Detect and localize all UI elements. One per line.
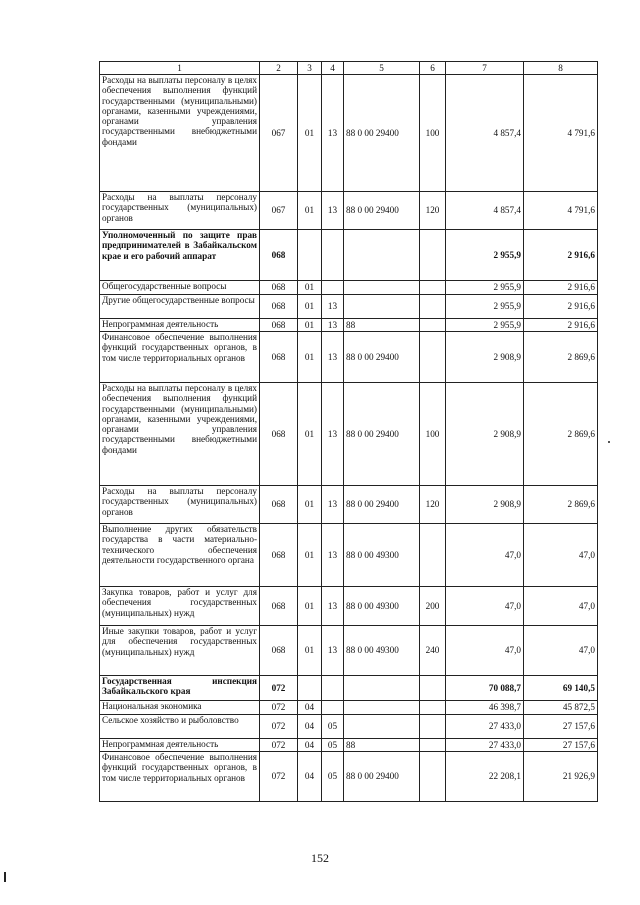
cell-target-article: 88 0 00 49300	[344, 524, 420, 587]
cell-amount-1: 47,0	[446, 587, 524, 626]
cell-amount-2: 45 872,5	[524, 701, 598, 715]
cell-section	[298, 230, 322, 281]
cell-subsection: 05	[322, 739, 344, 752]
cell-amount-1: 2 955,9	[446, 281, 524, 295]
cell-name: Государственная инспекция Забайкальского края	[100, 676, 260, 701]
cell-amount-1: 2 955,9	[446, 319, 524, 332]
cell-section: 04	[298, 701, 322, 715]
table-row	[100, 524, 598, 587]
cell-section: 01	[298, 295, 322, 319]
cell-amount-1: 4 857,4	[446, 192, 524, 230]
cell-subsection: 13	[322, 486, 344, 524]
column-header: 7	[446, 62, 524, 75]
cell-amount-2: 2 869,6	[524, 383, 598, 486]
cell-name: Финансовое обеспечение выполнения функций государственных органов, в том числе территориальных органов	[100, 752, 260, 802]
cell-amount-2: 27 157,6	[524, 739, 598, 752]
cell-name: Иные закупки товаров, работ и услуг для обеспечения государственных (муниципальных) нужд	[100, 626, 260, 676]
cell-subsection	[322, 230, 344, 281]
cell-expense-type	[420, 739, 446, 752]
cell-amount-2: 47,0	[524, 524, 598, 587]
cell-amount-1: 4 857,4	[446, 75, 524, 192]
cell-section: 04	[298, 752, 322, 802]
cell-section: 04	[298, 739, 322, 752]
column-number-row	[100, 62, 598, 75]
cell-expense-type: 100	[420, 383, 446, 486]
cell-section: 01	[298, 332, 322, 383]
cell-target-article: 88 0 00 29400	[344, 383, 420, 486]
cell-subsection	[322, 281, 344, 295]
column-header: 8	[524, 62, 598, 75]
cell-target-article	[344, 281, 420, 295]
cell-section: 01	[298, 319, 322, 332]
cell-subsection: 13	[322, 192, 344, 230]
cell-amount-2: 27 157,6	[524, 715, 598, 739]
table-body	[100, 75, 598, 802]
cell-expense-type	[420, 676, 446, 701]
cell-target-article: 88 0 00 29400	[344, 486, 420, 524]
cell-section: 01	[298, 626, 322, 676]
column-header: 3	[298, 62, 322, 75]
cell-name: Уполномоченный по защите прав предпринимателей в Забайкальском крае и его рабочий аппарат	[100, 230, 260, 281]
table-row	[100, 739, 598, 752]
column-header: 5	[344, 62, 420, 75]
cell-target-article: 88 0 00 49300	[344, 587, 420, 626]
cell-amount-1: 27 433,0	[446, 739, 524, 752]
cell-amount-1: 22 208,1	[446, 752, 524, 802]
cell-subsection: 13	[322, 383, 344, 486]
cell-subsection: 13	[322, 319, 344, 332]
cell-expense-type	[420, 281, 446, 295]
cell-section: 01	[298, 383, 322, 486]
cell-amount-2: 2 916,6	[524, 281, 598, 295]
cell-target-article: 88 0 00 29400	[344, 192, 420, 230]
cell-amount-2: 21 926,9	[524, 752, 598, 802]
cell-amount-2: 47,0	[524, 587, 598, 626]
cell-grbs: 068	[260, 332, 298, 383]
cell-name: Расходы на выплаты персоналу государственных (муниципальных) органов	[100, 486, 260, 524]
cell-name: Непрограммная деятельность	[100, 319, 260, 332]
cell-amount-1: 70 088,7	[446, 676, 524, 701]
cell-grbs: 068	[260, 281, 298, 295]
cell-subsection	[322, 676, 344, 701]
cell-name: Финансовое обеспечение выполнения функций государственных органов, в том числе территориальных органов	[100, 332, 260, 383]
cell-amount-2: 2 869,6	[524, 486, 598, 524]
column-header: 2	[260, 62, 298, 75]
cell-amount-2: 2 916,6	[524, 319, 598, 332]
cell-grbs: 067	[260, 192, 298, 230]
cell-amount-1: 2 908,9	[446, 486, 524, 524]
cell-target-article	[344, 701, 420, 715]
table-row	[100, 319, 598, 332]
cell-expense-type	[420, 701, 446, 715]
cell-name: Выполнение других обязательств государства в части материально-технического обеспечения деятельности государственного органа	[100, 524, 260, 587]
cell-target-article: 88 0 00 29400	[344, 75, 420, 192]
cell-amount-1: 2 908,9	[446, 332, 524, 383]
cell-grbs: 068	[260, 626, 298, 676]
cell-subsection: 13	[322, 524, 344, 587]
cell-grbs: 072	[260, 701, 298, 715]
table-row	[100, 75, 598, 192]
scan-margin-mark	[4, 872, 6, 882]
table-row	[100, 295, 598, 319]
cell-section: 01	[298, 486, 322, 524]
cell-subsection	[322, 701, 344, 715]
table-row	[100, 587, 598, 626]
cell-subsection: 13	[322, 626, 344, 676]
cell-target-article	[344, 230, 420, 281]
cell-amount-2: 4 791,6	[524, 192, 598, 230]
cell-amount-1: 46 398,7	[446, 701, 524, 715]
cell-name: Закупка товаров, работ и услуг для обеспечения государственных (муниципальных) нужд	[100, 587, 260, 626]
cell-expense-type: 200	[420, 587, 446, 626]
page-number: 152	[311, 851, 329, 865]
cell-grbs: 068	[260, 295, 298, 319]
cell-expense-type	[420, 524, 446, 587]
column-header: 1	[100, 62, 260, 75]
cell-target-article: 88 0 00 29400	[344, 752, 420, 802]
cell-expense-type	[420, 715, 446, 739]
cell-grbs: 068	[260, 524, 298, 587]
table-row	[100, 626, 598, 676]
cell-section: 04	[298, 715, 322, 739]
cell-subsection: 05	[322, 715, 344, 739]
column-header: 4	[322, 62, 344, 75]
cell-amount-2: 4 791,6	[524, 75, 598, 192]
cell-expense-type	[420, 319, 446, 332]
cell-grbs: 072	[260, 739, 298, 752]
cell-name: Расходы на выплаты персоналу в целях обеспечения выполнения функций государственными (муниципальными) органами, казенными учреждениями, органами управления государственными внебюджетными фондами	[100, 75, 260, 192]
cell-amount-1: 27 433,0	[446, 715, 524, 739]
cell-name: Национальная экономика	[100, 701, 260, 715]
table-row	[100, 230, 598, 281]
cell-grbs: 072	[260, 752, 298, 802]
cell-target-article	[344, 676, 420, 701]
cell-grbs: 068	[260, 319, 298, 332]
cell-expense-type	[420, 332, 446, 383]
cell-name: Сельское хозяйство и рыболовство	[100, 715, 260, 739]
table-row	[100, 752, 598, 802]
table-row	[100, 383, 598, 486]
cell-amount-1: 2 955,9	[446, 295, 524, 319]
cell-target-article	[344, 295, 420, 319]
cell-amount-2: 2 916,6	[524, 230, 598, 281]
cell-target-article: 88	[344, 739, 420, 752]
cell-target-article: 88 0 00 29400	[344, 332, 420, 383]
column-header: 6	[420, 62, 446, 75]
cell-expense-type	[420, 295, 446, 319]
cell-amount-1: 47,0	[446, 626, 524, 676]
cell-subsection: 13	[322, 295, 344, 319]
cell-grbs: 067	[260, 75, 298, 192]
cell-section: 01	[298, 192, 322, 230]
cell-name: Расходы на выплаты персоналу в целях обеспечения выполнения функций государственными (муниципальными) органами, казенными учреждениями, органами управления государственными внебюджетными фондами	[100, 383, 260, 486]
cell-target-article: 88 0 00 49300	[344, 626, 420, 676]
cell-amount-2: 69 140,5	[524, 676, 598, 701]
cell-section: 01	[298, 524, 322, 587]
cell-amount-2: 47,0	[524, 626, 598, 676]
table-row	[100, 192, 598, 230]
table-row	[100, 332, 598, 383]
cell-expense-type: 120	[420, 486, 446, 524]
cell-section	[298, 676, 322, 701]
cell-name: Другие общегосударственные вопросы	[100, 295, 260, 319]
cell-grbs: 068	[260, 383, 298, 486]
cell-grbs: 072	[260, 715, 298, 739]
cell-section: 01	[298, 75, 322, 192]
cell-section: 01	[298, 281, 322, 295]
budget-table	[99, 61, 598, 802]
cell-grbs: 072	[260, 676, 298, 701]
cell-amount-1: 47,0	[446, 524, 524, 587]
table-row	[100, 676, 598, 701]
table-row	[100, 701, 598, 715]
cell-grbs: 068	[260, 230, 298, 281]
cell-subsection: 13	[322, 332, 344, 383]
cell-subsection: 05	[322, 752, 344, 802]
cell-expense-type	[420, 752, 446, 802]
table-row	[100, 281, 598, 295]
scan-speck	[608, 441, 610, 443]
cell-grbs: 068	[260, 587, 298, 626]
cell-expense-type	[420, 230, 446, 281]
cell-section: 01	[298, 587, 322, 626]
cell-grbs: 068	[260, 486, 298, 524]
cell-expense-type: 240	[420, 626, 446, 676]
cell-name: Расходы на выплаты персоналу государственных (муниципальных) органов	[100, 192, 260, 230]
cell-target-article	[344, 715, 420, 739]
table-row	[100, 715, 598, 739]
cell-amount-2: 2 869,6	[524, 332, 598, 383]
table-row	[100, 486, 598, 524]
cell-subsection: 13	[322, 75, 344, 192]
cell-name: Общегосударственные вопросы	[100, 281, 260, 295]
cell-amount-1: 2 908,9	[446, 383, 524, 486]
cell-expense-type: 100	[420, 75, 446, 192]
cell-expense-type: 120	[420, 192, 446, 230]
cell-amount-2: 2 916,6	[524, 295, 598, 319]
cell-target-article: 88	[344, 319, 420, 332]
cell-subsection: 13	[322, 587, 344, 626]
cell-name: Непрограммная деятельность	[100, 739, 260, 752]
cell-amount-1: 2 955,9	[446, 230, 524, 281]
